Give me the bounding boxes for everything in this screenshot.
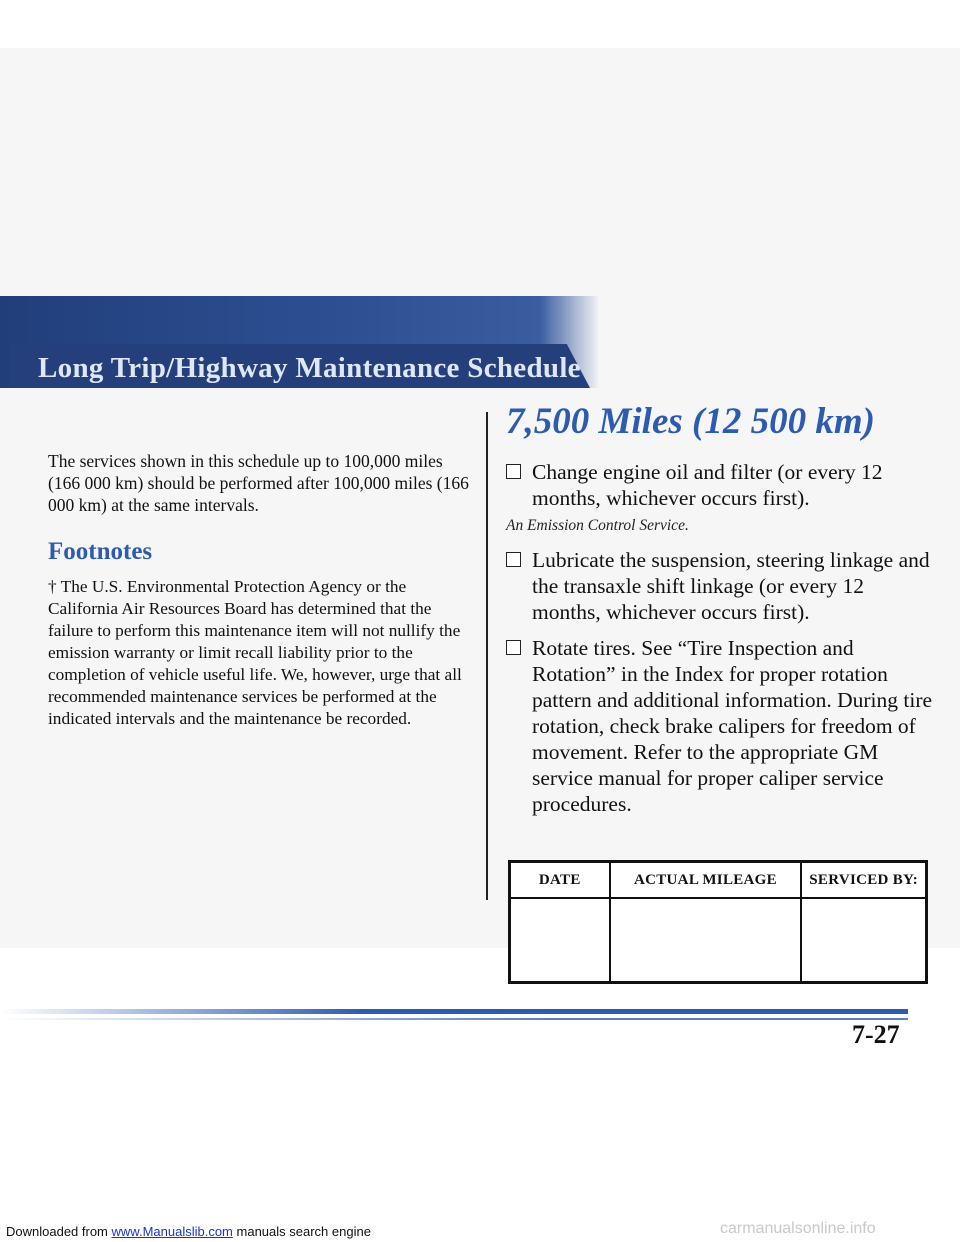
footnote-paragraph: † The U.S. Environmental Protection Agency or the California Air Resources Board has determined that the failure to perform this maintenance item will not nullify the emission warranty or limit recall liability prior to the completion of vehicle useful life. We, however, urge that all recommended maintenance services be performed at the indicated intervals and the maintenance be recorded. xyxy=(48,577,462,728)
checklist-item-text: Change engine oil and filter (or every 12 months, whichever occurs first). xyxy=(532,460,883,510)
mileage-cell xyxy=(610,898,802,983)
table-header-row xyxy=(510,862,927,899)
column-header-serviced-by: SERVICED BY: xyxy=(801,862,926,899)
checklist-item xyxy=(504,635,934,817)
date-cell xyxy=(510,898,610,983)
column-divider xyxy=(486,412,488,900)
checklist-item-text: Rotate tires. See “Tire Inspection and Rotation” in the Index for proper rotation pattern and additional information. During tire rotation, check brake calipers for freedom of movement. Refer to the appropriate GM service manual for proper caliper service procedures. xyxy=(532,636,933,816)
checklist-item-text: Lubricate the suspension, steering linkage and the transaxle shift linkage (or every 12 months, whichever occurs first). xyxy=(532,548,930,624)
credit-suffix: manuals search engine xyxy=(236,1224,371,1239)
checklist-item xyxy=(504,547,934,625)
service-log-table xyxy=(508,860,928,984)
interval-heading: 7,500 Miles (12 500 km) xyxy=(506,401,875,442)
checkbox-icon xyxy=(506,552,521,567)
download-credit xyxy=(6,1224,371,1239)
watermark: carmanualsonline.info xyxy=(720,1220,876,1237)
credit-prefix: Downloaded from xyxy=(6,1224,108,1239)
serviced-by-cell xyxy=(801,898,926,983)
checklist-item xyxy=(504,459,934,511)
bottom-rule-thin xyxy=(0,1018,908,1020)
column-header-mileage: ACTUAL MILEAGE xyxy=(610,862,802,899)
column-header-date: DATE xyxy=(510,862,610,899)
footnotes-heading: Footnotes xyxy=(48,538,153,565)
right-column xyxy=(504,400,934,827)
left-column xyxy=(48,450,473,730)
bottom-rule xyxy=(0,1009,908,1014)
table-row xyxy=(510,898,927,983)
page-number: 7-27 xyxy=(852,1020,900,1049)
page-title: Long Trip/Highway Maintenance Schedule xyxy=(38,352,581,384)
intro-paragraph: The services shown in this schedule up to 100,000 miles (166 000 km) should be performed after 100,000 miles (166 000 km) at the same intervals. xyxy=(48,451,469,515)
checkbox-icon xyxy=(506,464,521,479)
manualslib-link[interactable]: www.Manualslib.com xyxy=(111,1224,233,1239)
emission-note: An Emission Control Service. xyxy=(506,517,689,534)
checkbox-icon xyxy=(506,640,521,655)
